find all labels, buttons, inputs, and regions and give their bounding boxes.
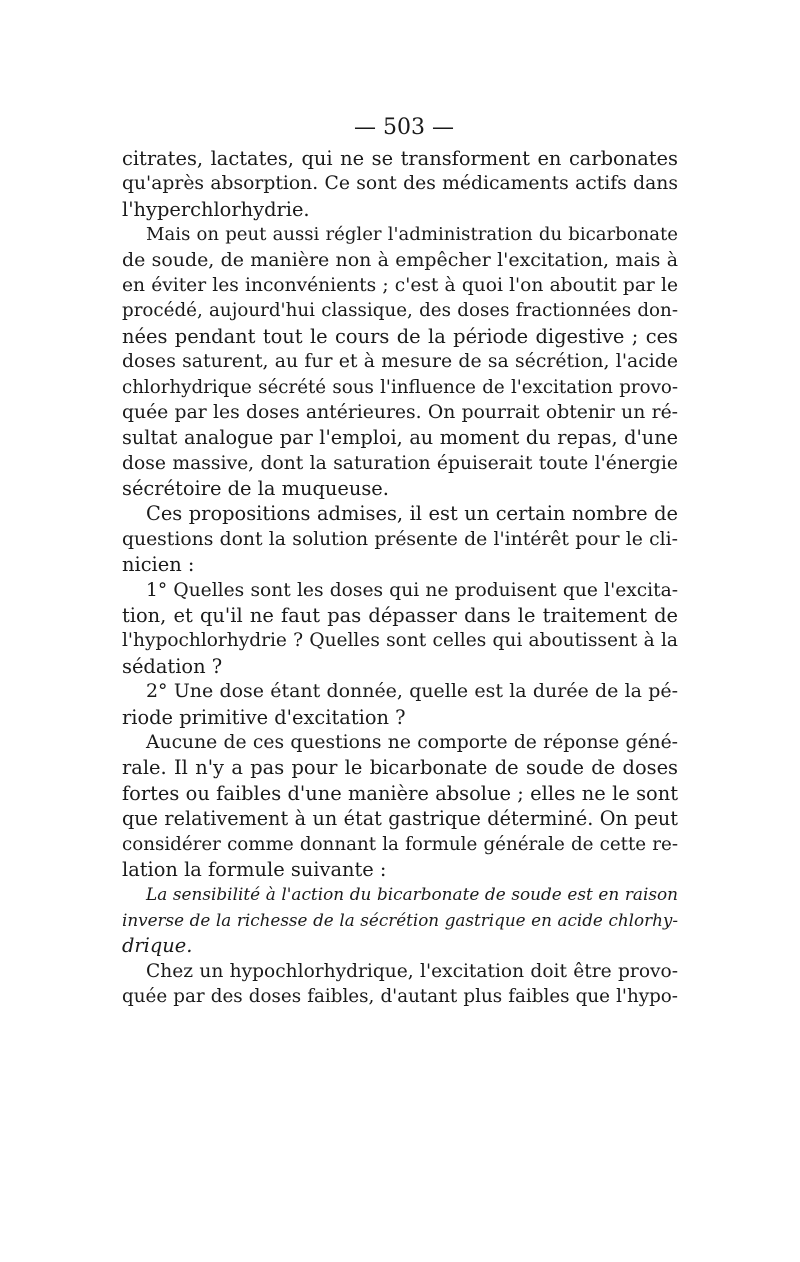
text-line: doses saturent, au fur et à mesure de sa sécrétion, l'acide: [122, 351, 678, 373]
paragraph-3: [122, 501, 678, 577]
text-line: citrates, lactates, qui ne se transforment en carbonates: [122, 147, 678, 170]
text-line: qu'après absorption. Ce sont des médicaments actifs dans: [122, 173, 678, 195]
text-line: Chez un hypochlorhydrique, l'excitation doit être provo-: [146, 960, 678, 982]
text-line: sultat analogue par l'emploi, au moment du repas, d'une: [122, 426, 678, 450]
text-line: nées pendant tout le cours de la période digestive ; ces: [122, 324, 678, 348]
text-line: sédation ?: [122, 654, 223, 678]
text-line: tion, et qu'il ne faut pas dépasser dans le traitement de: [122, 604, 678, 628]
text-line: Aucune de ces questions ne comporte de réponse géné-: [146, 731, 678, 753]
text-line: quée par les doses antérieures. On pourrait obtenir un ré-: [122, 401, 678, 423]
italic-formula: [122, 882, 678, 958]
text-line: nicien :: [122, 553, 195, 577]
page-number: — 503 —: [354, 115, 454, 140]
text-line: de soude, de manière non à empêcher l'excitation, mais à: [122, 248, 678, 271]
paragraph-2: [122, 222, 678, 501]
text-line: riode primitive d'excitation ?: [122, 705, 406, 729]
book-page: [122, 112, 678, 1009]
text-line: sécrétoire de la muqueuse.: [122, 477, 389, 501]
text-line: quée par des doses faibles, d'autant plus faibles que l'hypo-: [122, 985, 678, 1007]
question-2: [122, 679, 678, 730]
text-line: La sensibilité à l'action du bicarbonate de soude est en raison: [146, 884, 678, 905]
text-line: l'hyperchlorhydrie.: [122, 197, 310, 221]
text-line: dose massive, dont la saturation épuiserait toute l'énergie: [122, 452, 678, 474]
paragraph-1: [122, 146, 678, 222]
text-line: procédé, aujourd'hui classique, des doses fractionnées don-: [122, 300, 678, 322]
paragraph-5: [122, 959, 678, 1010]
text-line: l'hypochlorhydrie ? Quelles sont celles qui aboutissent à la: [122, 630, 678, 652]
text-line: Ces propositions admises, il est un certain nombre de: [146, 502, 678, 526]
text-line: inverse de la richesse de la sécrétion gastrique en acide chlorhy-: [122, 909, 678, 930]
text-line: rale. Il n'y a pas pour le bicarbonate de soude de doses: [122, 756, 678, 780]
question-1: [122, 578, 678, 680]
text-line: 1° Quelles sont les doses qui ne produisent que l'excita-: [146, 579, 678, 601]
text-line: Mais on peut aussi régler l'administration du bicarbonate: [146, 224, 678, 246]
text-line: drique.: [122, 934, 193, 958]
text-line: considérer comme donnant la formule générale de cette re-: [122, 833, 678, 855]
paragraph-4: [122, 730, 678, 882]
text-line: chlorhydrique sécrété sous l'influence de l'excitation provo-: [122, 376, 678, 398]
text-line: questions dont la solution présente de l'intérêt pour le cli-: [122, 528, 678, 550]
text-line: fortes ou faibles d'une manière absolue ; elles ne le sont: [122, 781, 678, 805]
text-line: en éviter les inconvénients ; c'est à quoi l'on aboutit par le: [122, 274, 678, 296]
text-line: 2° Une dose étant donnée, quelle est la durée de la pé-: [146, 680, 678, 703]
text-line: lation la formule suivante :: [122, 857, 387, 881]
text-line: que relativement à un état gastrique déterminé. On peut: [122, 807, 678, 831]
